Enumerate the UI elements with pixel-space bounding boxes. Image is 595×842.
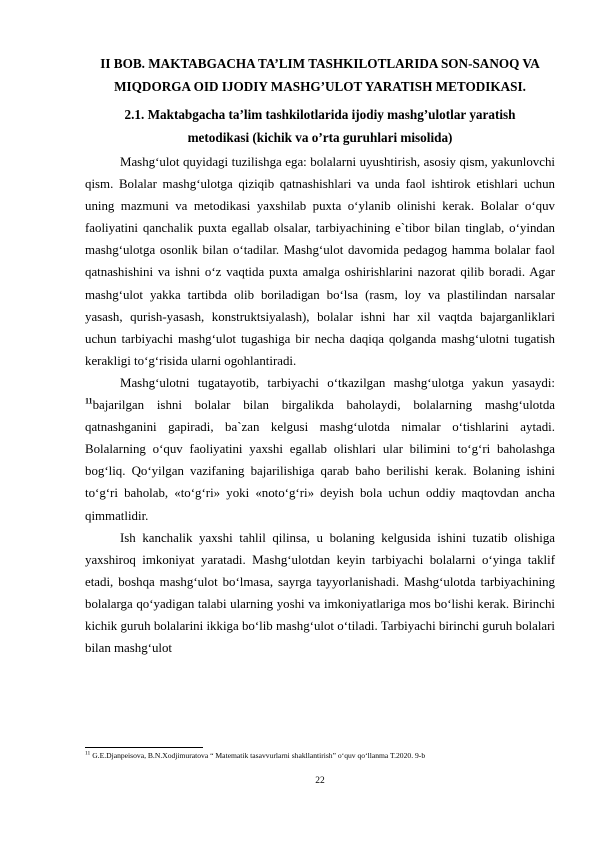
footnote [85, 751, 555, 761]
footnote-reference[interactable]: 11 [85, 396, 93, 406]
paragraph-3: Ish kanchalik yaxshi tahlil qilinsa, u bolaning kelgusida ishini tuzatib olishiga yaxshiroq imkoniyat yaratadi. Mashg‘ulotdan keyin tarbiyachi bolalarni o‘yinga taklif etadi, boshqa mashg‘ulot bo‘lmasa, sayrga tayyorlanishadi. Mashg‘ulotda tarbiyachining bolalarga qo‘yadigan talabi ularning yoshi va imkoniyatlariga mos bo‘lishi kerak. Birinchi kichik guruh bolalarini ikkiga bo‘lib mashg‘ulot o‘tiladi. Tarbiyachi birinchi guruh bolalari bilan mashg‘ulot [85, 530, 555, 656]
footnote-separator [85, 747, 203, 748]
footnote-marker: 11 [85, 750, 91, 757]
chapter-title-line-1: II BOB. MAKTABGACHA TA’LIM TASHKILOTLARIDA SON-SANOQ VA [100, 56, 540, 71]
paragraph-2 [85, 372, 555, 527]
chapter-title-line-2: MIQDORGA OID IJODIY MASHG’ULOT YARATISH METODIKASI. [114, 79, 526, 94]
body-text [85, 151, 555, 659]
paragraph-1: Mashg‘ulot quyidagi tuzilishga ega: bolalarni uyushtirish, asosiy qism, yakunlovchi qism. Bolalar mashg‘ulotga qiziqib qatnashishlari va unda faol ishtirok etishlari uchun uning mazmuni va metodikasi yaxshilab puxta o‘ylanib olinishi kerak. Bolalar o‘quv faoliyatini qanchalik puxta egallab olsalar, tarbiyachining e`tibor bilan tinglab, o‘yindan mashg‘ulotga osonlik bilan o‘tadilar. Mashg‘ulot davomida pedagog hamma bolalar faol qatnashishini va ishni o‘z vaqtida puxta amalga oshirishlarini nazorat qilib boradi. Agar mashg‘ulot yakka tartibda olib boriladigan bo‘lsa (rasm, loy va plastilindan narsalar yasash, qurish-yasash, konstruktsiyalash), bolalar ishni har xil vaqtda bajarganliklari uchun tarbiyachi mashg‘ulot tugashiga bir necha daqiqa qolganda mashg‘ulotni tugatish kerakligi to‘g‘risida ularni ogohlantiradi. [85, 155, 555, 368]
paragraph-2-rest: bajarilgan ishni bolalar bilan birgalikda baholaydi, bolalarning mashg‘ulotda qatnashganini gapiradi, ba`zan kelgusi mashg‘ulotda nimalar o‘tishlarini aytadi. Bolalarning o‘quv faoliyatini yaxshi egallab olishlari ular bilimini to‘g‘ri baholashga bog‘liq. Qo‘yilgan vazifaning bajarilishiga qarab baho berilishi kerak. Bolaning ishini to‘g‘ri baholab, «to‘g‘ri» yoki «noto‘g‘ri» deyish bola uchun oddiy maqtovdan ancha qimmatlidir. [85, 398, 555, 523]
paragraph-2-lead: Mashg‘ulotni tugatayotib, tarbiyachi o‘tkazilgan mashg‘ulotga yakun yasaydi: [120, 375, 555, 390]
page-number: 22 [315, 776, 325, 786]
section-title-line-2: metodikasi (kichik va o’rta guruhlari misolida) [187, 130, 453, 145]
footnote-text: G.E.Djanpeisova, B.N.Xodjimuratova “ Matematik tasavvurlarni shakllantirish” o‘quv qo‘llanma T.2020. 9-b [90, 751, 426, 760]
section-title-line-1: 2.1. Maktabgacha ta’lim tashkilotlarida ijodiy mashg’ulotlar yaratish [124, 107, 516, 122]
